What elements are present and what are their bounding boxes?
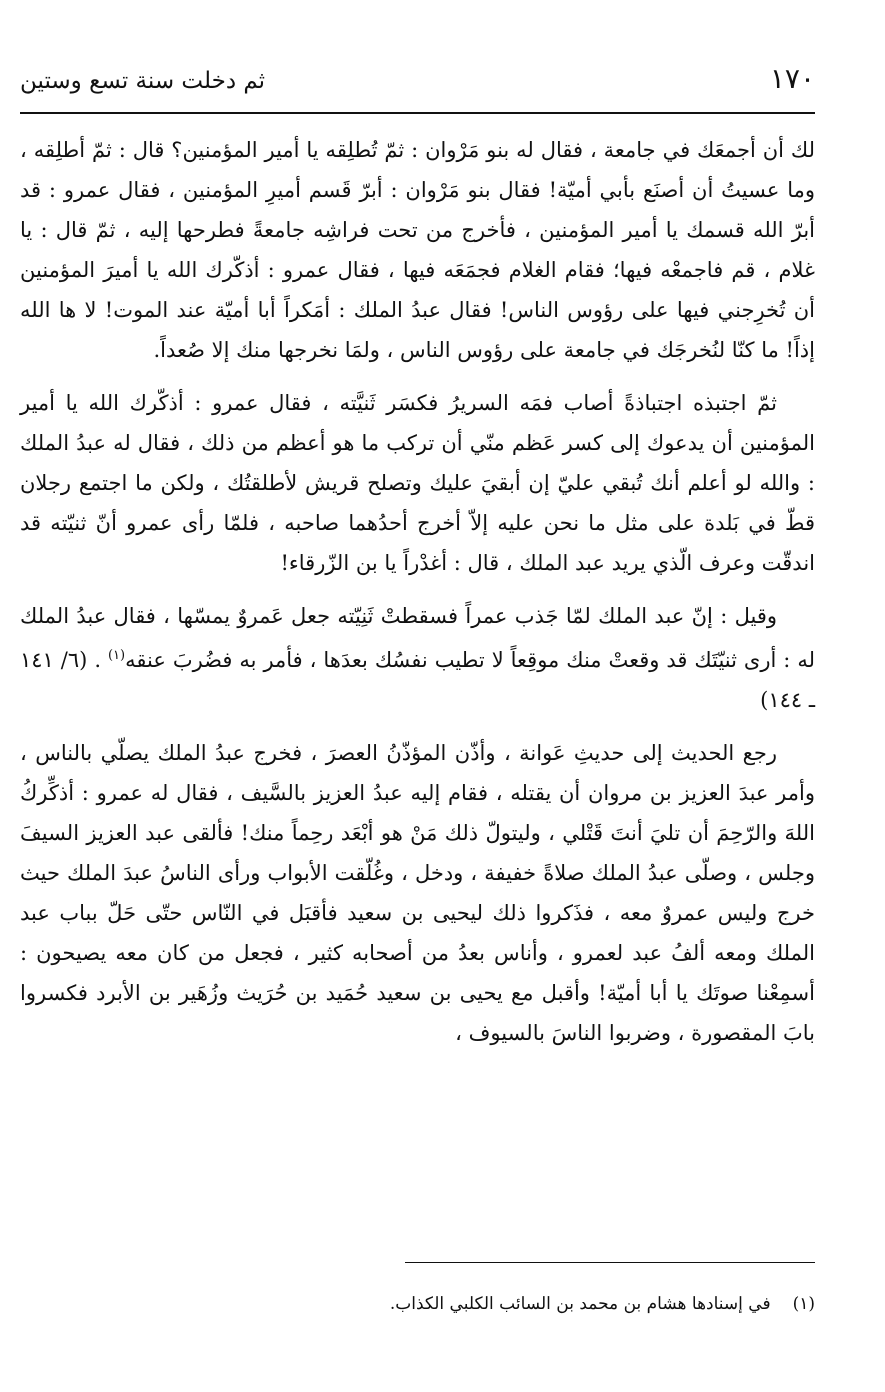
footnote bbox=[20, 1290, 815, 1318]
body-text bbox=[20, 130, 815, 1053]
paragraph-4: رجع الحديث إلى حديثِ عَوانة ، وأذّن المؤذّنُ العصرَ ، فخرج عبدُ الملك يصلّي بالناس ، وأمر عبدَ العزيز بن مروان أن يقتله ، فقام إليه عبدُ العزيز بالسَّيف ، فقال له عمرو : أذكِّركُ اللهَ والرّحِمَ أن تليَ أنتَ قَتْلي ، وليتولّ ذلك مَنْ هو أبْعَد رحِماً منك! فألقى عبد العزيز السيفَ وجلس ، وصلّى عبدُ الملك صلاةً خفيفة ، ودخل ، وغُلّقت الأبواب ورأى الناسُ عبدَ الملك حيث خرج وليس عمروٌ معه ، فذَكروا ذلك ليحيى بن سعيد فأقبَل في النّاس حتّى حَلّ بباب عبد الملك ومعه ألفُ عبد لعمرو ، وأناس بعدُ من أصحابه كثير ، فجعل من كان معه يصيحون : أسمِعْنا صوتَك يا أبا أميّة! وأقبل مع يحيى بن سعيد حُمَيد بن حُرَيث وزُهَير بن الأبرد فكسروا بابَ المقصورة ، وضربوا الناسَ بالسيوف ، bbox=[20, 741, 815, 1045]
footnote-text: في إسنادها هشام بن محمد بن السائب الكلبي الكذاب. bbox=[389, 1294, 771, 1314]
footnote-rule bbox=[405, 1262, 815, 1263]
paragraph-2: ثمّ اجتبذه اجتباذةً أصاب فمَه السريرُ فكسَر ثَنيَّته ، فقال عمرو : أذكّرك الله يا أمير المؤمنين أن يدعوك إلى كسر عَظم منّي أن تركب ما هو أعظم من ذلك ، فقال له عبدُ الملك : والله لو أعلم أنك تُبقي عليّ إن أبقيَ عليك وتصلح قريش لأطلقتُك ، ولكن ما اجتمع رجلان قطّ في بَلدة على مثل ما نحن عليه إلاّ أخرج أحدُهما صاحبه ، فلمّا رأى عمرو أنّ ثنيّته قد اندقّت وعرف الّذي يريد عبد الملك ، قال : أغدْراً يا بن الزّرقاء! bbox=[20, 391, 815, 575]
paragraph-3-text: وقيل : إنّ عبد الملك لمّا جَذب عمراً فسقطتْ ثَنِيّته جعل عَمروٌ يمسّها ، فقال عبدُ الملك له : أرى ثنيّتَك قد وقعتْ منك موقِعاً لا تطيب نفسُك بعدَها ، فأمر به فضُربَ عنقه bbox=[20, 604, 815, 672]
footnote-reference: (١) bbox=[107, 648, 126, 663]
header-rule bbox=[20, 112, 815, 114]
running-head: ثم دخلت سنة تسع وستين bbox=[20, 68, 266, 94]
page-number: ١٧٠ bbox=[769, 62, 815, 95]
source-citation: . (٦/ ١٤١ ـ ١٤٤) bbox=[20, 648, 815, 712]
page-header bbox=[20, 60, 815, 108]
paragraph-3 bbox=[20, 596, 815, 720]
footnote-marker: (١) bbox=[792, 1294, 815, 1314]
paragraph-1: لك أن أجمعَك في جامعة ، فقال له بنو مَرْوان : ثمّ تُطلِقه يا أمير المؤمنين؟ قال : ثمّ أطلِقه ، وما عسيتُ أن أصنَع بأبي أميّة! فقال بنو مَرْوان : أبرّ قَسم أميرِ المؤمنين ، فقال عمرو : قد أبرّ الله قسمك يا أمير المؤمنين ، فأخرج من تحت فراشِه جامعةً فطرحها إليه ، ثمّ قال : يا غلام ، قم فاجمعْه فيها؛ فقام الغلام فجمَعَه فيها ، فقال عمرو : أذكّرك الله يا أميرَ المؤمنين أن تُخرِجني فيها على رؤوس الناس! فقال عبدُ الملك : أمَكراً أبا أميّة عند الموت! لا ها الله إذاً! ما كنّا لنُخرجَك في جامعة على رؤوس الناس ، ولمَا نخرجها منك إلا صُعداً. bbox=[20, 138, 815, 362]
